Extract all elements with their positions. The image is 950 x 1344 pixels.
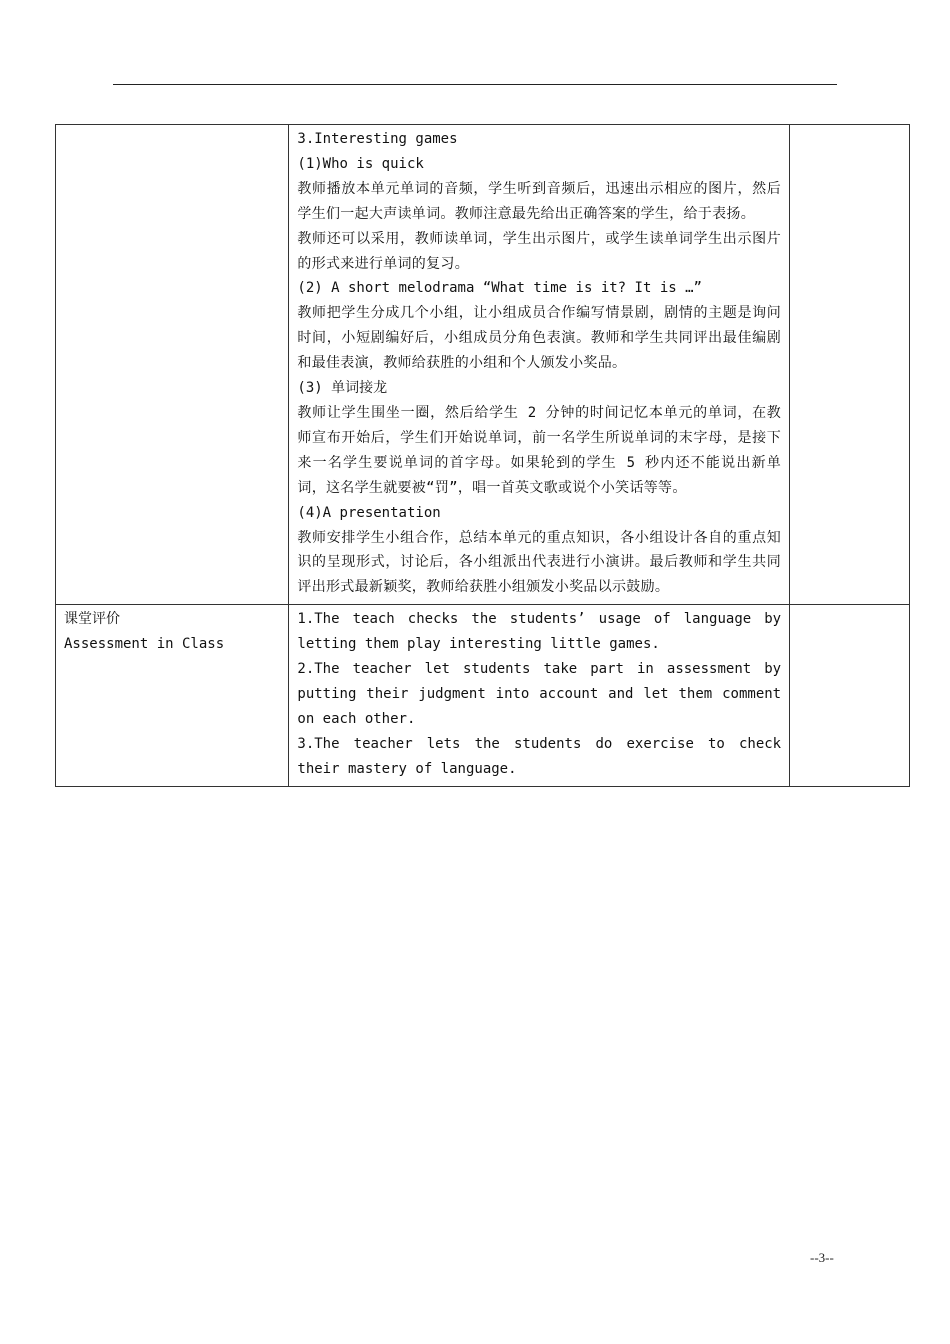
- game-2-title: (2) A short melodrama “What time is it? It is …”: [297, 280, 702, 297]
- game-1-title: (1)Who is quick: [297, 155, 424, 172]
- assessment-item-3: 3.The teacher lets the students do exercise to check their mastery of language.: [297, 735, 782, 777]
- table-row-games: [56, 125, 910, 605]
- assessment-content-cell: [289, 605, 790, 786]
- assessment-label-cell: [56, 605, 289, 786]
- game-4-description: 教师安排学生小组合作，总结本单元的重点知识，各小组设计各自的重点知识的呈现形式，讨论后，各小组派出代表进行小演讲。最后教师和学生共同评出形式最新颖奖，教师给获胜小组颁发小奖品以示鼓励。: [297, 529, 782, 596]
- page-number: --3--: [810, 1250, 834, 1265]
- assessment-notes-cell: [790, 605, 910, 786]
- game-4-title: (4)A presentation: [297, 504, 441, 521]
- game-1-variation: 教师还可以采用，教师读单词，学生出示图片，或学生读单词学生出示图片的形式来进行单词的复习。: [297, 230, 782, 272]
- assessment-item-2: 2.The teacher let students take part in assessment by putting their judgment into account and let them comment on each other.: [297, 661, 782, 727]
- row-label-cell: [56, 125, 289, 605]
- assessment-item-1: 1.The teach checks the students’ usage of language by letting them play interesting little games.: [297, 611, 782, 653]
- game-2-description: 教师把学生分成几个小组，让小组成员合作编写情景剧，剧情的主题是询问时间，小短剧编好后，小组成员分角色表演。教师和学生共同评出最佳编剧和最佳表演，教师给获胜的小组和个人颁发小奖品。: [297, 305, 782, 372]
- assessment-label-cn: 课堂评价: [64, 611, 120, 628]
- games-content-cell: [289, 125, 790, 605]
- game-3-title: (3) 单词接龙: [297, 380, 388, 397]
- assessment-label-en: Assessment in Class: [64, 636, 225, 653]
- game-3-description: 教师让学生围坐一圈，然后给学生 2 分钟的时间记忆本单元的单词，在教师宣布开始后，学生们开始说单词，前一名学生所说单词的末字母，是接下来一名学生要说单词的首字母。如果轮到的学生 5 秒内还不能说出新单词，这名学生就要被“罚”，唱一首英文歌或说个小笑话等等。: [297, 404, 782, 496]
- notes-cell: [790, 125, 910, 605]
- header-rule: [113, 84, 837, 85]
- games-heading: 3.Interesting games: [297, 131, 458, 147]
- game-1-description: 教师播放本单元单词的音频，学生听到音频后，迅速出示相应的图片，然后学生们一起大声读单词。教师注意最先给出正确答案的学生，给于表扬。: [297, 180, 782, 222]
- lesson-plan-table: [55, 124, 910, 787]
- table-row-assessment: [56, 605, 910, 786]
